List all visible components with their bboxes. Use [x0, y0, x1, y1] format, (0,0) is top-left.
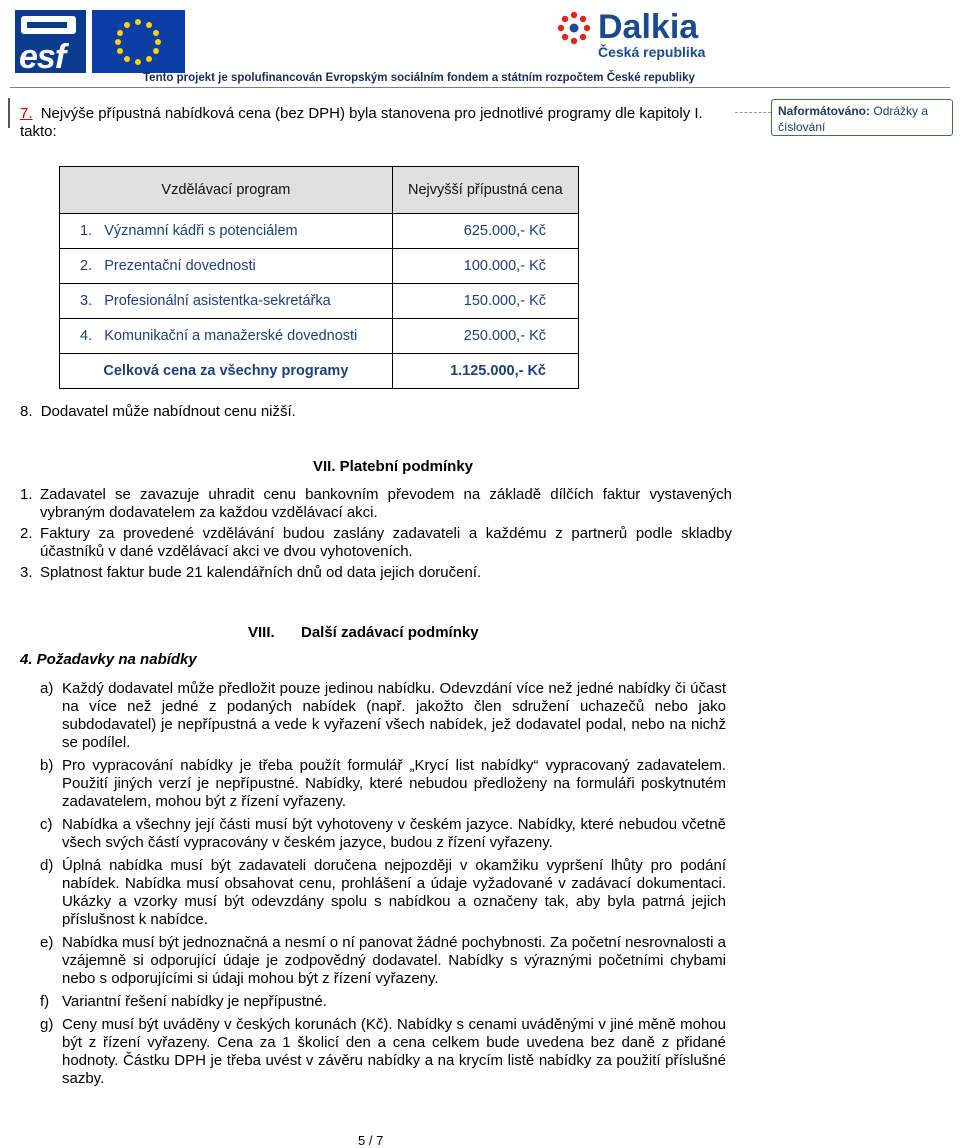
price-table	[59, 166, 579, 389]
dalkia-logo-icon	[556, 10, 592, 46]
list-item-text: Zadavatel se zavazuje uhradit cenu bankovním převodem na základě dílčích faktur vystavených vybraným dodavatelem za každou vzdělávací akci.	[40, 486, 732, 521]
list-item-letter: g)	[40, 1016, 54, 1033]
list-item-letter: f)	[40, 993, 50, 1010]
total-label: Celková cena za všechny programy	[60, 354, 393, 389]
list-item-letter: c)	[40, 816, 53, 833]
comment-connector	[735, 112, 771, 114]
list-item	[20, 486, 732, 522]
list-item-text: Pro vypracování nabídky je třeba použít formulář „Krycí list nabídky“ vypracovaný zadavatelem. Použití jiných verzí je nepřípustné. Nabídky, které nebudou předloženy na formuláři poskytnutém zadavatelem, mohou být z řízení vyřazeny.	[62, 757, 726, 810]
page-number: 5 / 7	[358, 1133, 384, 1148]
list-item	[40, 934, 726, 988]
subsection-heading: 4. Požadavky na nabídky	[20, 651, 197, 668]
price-cell: 625.000,- Kč	[392, 214, 578, 249]
item-8	[20, 403, 296, 421]
table-row	[60, 214, 579, 249]
list-item	[20, 564, 732, 582]
list-item-letter: d)	[40, 857, 54, 874]
table-row	[60, 249, 579, 284]
program-cell	[60, 319, 393, 354]
item-7-number: 7.	[20, 105, 33, 122]
list-item	[40, 993, 726, 1011]
total-price: 1.125.000,- Kč	[392, 354, 578, 389]
list-item-text: Nabídka a všechny její části musí být vyhotoveny v českém jazyce. Nabídky, které nebudou včetně všech svých částí vypracovány v českém jazyce, budou z řízení vyřazeny.	[62, 816, 726, 851]
esf-logo	[15, 10, 86, 76]
list-item	[40, 680, 726, 752]
list-item-letter: e)	[40, 934, 54, 951]
list-item	[20, 525, 732, 561]
item-7-text: Nejvýše přípustná nabídková cena (bez DPH) byla stanovena pro jednotlivé programy dle kapitoly I. takto:	[20, 105, 703, 140]
list-item	[40, 757, 726, 811]
list-item-text: Ceny musí být uváděny v českých korunách (Kč). Nabídky s cenami uváděnými v jiné měně mohou být z řízení vyřazeny. Cena za 1 školicí den a cena celkem bude uvedena bez daně z přidané hodnoty. Částku DPH je třeba uvést v závěru nabídky a na krycím listě nabídky za použití příslušné sazby.	[62, 1016, 726, 1087]
list-item-number: 2.	[20, 525, 33, 542]
item-7	[20, 105, 732, 141]
row-number: 2.	[80, 258, 93, 274]
revision-label: Naformátováno:	[778, 104, 871, 118]
revision-text: Odrážky a číslování	[778, 104, 929, 134]
company-name: Dalkia	[598, 8, 699, 46]
list-item-text: Nabídka musí být jednoznačná a nesmí o ní panovat žádné pochybnosti. Za početní nesrovnalosti a vzájemně si odporující údaje je zodpovědný dodavatel. Nabídky s výraznými početními chybami nebo s odporujícími si údaji mohou být z řízení vyřazeny.	[62, 934, 726, 987]
list-item-text: Faktury za provedené vzdělávání budou zaslány zadavateli a každému z partnerů podle skladby účastníků v dané vzdělávací akci ve dvou vyhotoveních.	[40, 525, 732, 560]
price-cell: 150.000,- Kč	[392, 284, 578, 319]
section-8-numeral: VIII.	[248, 624, 275, 641]
row-number: 4.	[80, 328, 93, 344]
list-item-text: Splatnost faktur bude 21 kalendářních dnů od data jejich doručení.	[40, 564, 482, 581]
table-total-row	[60, 354, 579, 389]
program-name: Významní kádři s potenciálem	[104, 223, 298, 239]
item-8-text: Dodavatel může nabídnout cenu nižší.	[40, 403, 296, 420]
payment-terms-list	[20, 486, 732, 585]
list-item	[40, 857, 726, 929]
row-number: 3.	[80, 293, 93, 309]
section-7-heading: VII. Platební podmínky	[313, 458, 474, 475]
item-8-number: 8.	[20, 403, 33, 420]
list-item	[40, 816, 726, 852]
esf-logo-text: esf	[19, 38, 66, 76]
row-number: 1.	[80, 223, 93, 239]
revision-balloon[interactable]	[771, 99, 953, 136]
table-header-row	[60, 167, 579, 214]
company-country: Česká republika	[598, 44, 706, 60]
list-item-number: 3.	[20, 564, 33, 581]
header-program: Vzdělávací program	[60, 167, 393, 214]
header-price: Nejvyšší přípustná cena	[392, 167, 578, 214]
list-item-letter: b)	[40, 757, 54, 774]
list-item	[40, 1016, 726, 1088]
bid-requirements-list	[40, 680, 726, 1093]
list-item-text: Každý dodavatel může předložit pouze jedinou nabídku. Odevzdání více než jedné nabídky či účast na více než jedné z podaných nabídek (např. jakožto člen sdružení uchazečů nebo jako subdodavatel) je nepřípustná a vede k vyřazení všech nabídek, jež dodavatel podal, nebo na nichž se podílel.	[62, 680, 726, 751]
price-cell: 100.000,- Kč	[392, 249, 578, 284]
eu-flag-icon	[92, 10, 185, 73]
program-name: Profesionální asistentka-sekretářka	[104, 293, 331, 309]
list-item-letter: a)	[40, 680, 54, 697]
list-item-text: Úplná nabídka musí být zadavateli doručena nejpozději v okamžiku vypršení lhůty pro podání nabídek. Nabídka musí obsahovat cenu, prohlášení a údaje vyžadované v zadávací dokumentaci. Ukázky a vzorky musí být odevzdány spolu s nabídkou a označeny tak, aby byla patrná jejich příslušnost k nabídce.	[62, 857, 726, 928]
program-name: Prezentační dovednosti	[104, 258, 256, 274]
list-item-number: 1.	[20, 486, 33, 503]
change-bar	[8, 98, 10, 128]
funding-note: Tento projekt je spolufinancován Evropským sociálním fondem a státním rozpočtem České republiky	[143, 72, 695, 84]
program-cell	[60, 214, 393, 249]
program-cell	[60, 249, 393, 284]
program-cell	[60, 284, 393, 319]
table-row	[60, 319, 579, 354]
esf-logo-mark	[21, 16, 76, 34]
list-item-text: Variantní řešení nabídky je nepřípustné.	[62, 993, 327, 1010]
price-cell: 250.000,- Kč	[392, 319, 578, 354]
section-8-title: Další zadávací podmínky	[301, 624, 479, 641]
program-name: Komunikační a manažerské dovednosti	[104, 328, 358, 344]
header-divider	[10, 87, 950, 88]
table-row	[60, 284, 579, 319]
